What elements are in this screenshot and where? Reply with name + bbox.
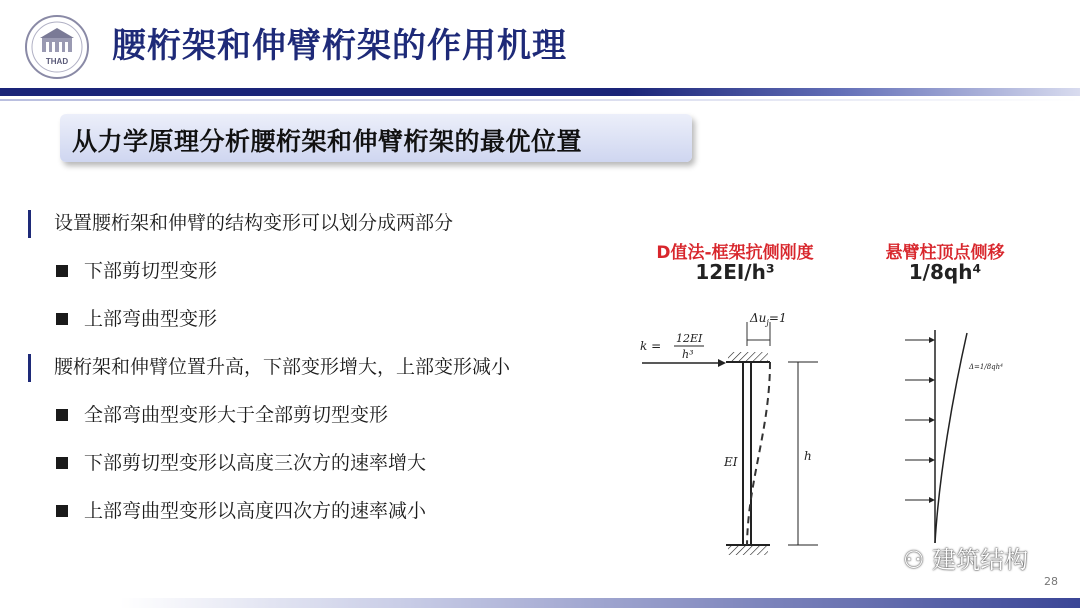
bullet-square: [56, 505, 68, 517]
bullet-list: [28, 206, 628, 542]
wechat-icon: ⚇: [903, 546, 925, 574]
ei-label: EI: [724, 455, 738, 469]
top-support-hatch: [728, 352, 768, 362]
k-numerator: 12EI: [676, 332, 703, 345]
k-label: k =: [640, 339, 662, 353]
list-item-text: 下部剪切型变形: [84, 260, 218, 282]
watermark: [903, 540, 1028, 575]
frame-stiffness-formula: 12EI/h³: [695, 260, 775, 284]
cantilever-delta-label: Δ=1/8qh⁴: [969, 363, 1003, 371]
list-item: [28, 350, 628, 398]
force-arrowhead: [718, 359, 726, 367]
page-number: 28: [1044, 575, 1058, 588]
cantilever-diagram: [895, 325, 1015, 550]
list-item-text: 全部弯曲型变形大于全部剪切型变形: [84, 404, 389, 426]
list-item: [28, 446, 628, 494]
deflected-curve: [935, 333, 967, 543]
bottom-support-hatch: [728, 545, 768, 555]
bullet-square: [56, 457, 68, 469]
list-item-text: 下部剪切型变形以高度三次方的速率增大: [84, 452, 427, 474]
cantilever-label: 悬臂柱顶点侧移: [885, 243, 1005, 263]
header-rule-thin: [0, 99, 1080, 101]
list-item: [28, 398, 628, 446]
university-logo: [24, 14, 90, 80]
list-item-text: 腰桁架和伸臂位置升高，下部变形增大，上部变形减小: [54, 356, 511, 378]
list-item: [28, 206, 628, 254]
subtitle-banner: [60, 114, 692, 162]
svg-text:THAD: THAD: [45, 57, 69, 66]
bullet-bar: [28, 354, 31, 382]
list-item-text: 设置腰桁架和伸臂的结构变形可以划分成两部分: [54, 212, 454, 234]
k-denominator: h³: [682, 348, 694, 361]
bullet-square: [56, 409, 68, 421]
frame-stiffness-label: D值法-框架抗侧刚度: [656, 243, 814, 263]
subtitle-text: 从力学原理分析腰桁架和伸臂桁架的最优位置: [72, 127, 583, 156]
load-arrows: [905, 337, 935, 503]
delta-label: $\Delta u_j=1$: [750, 311, 787, 327]
list-item-text: 上部弯曲型变形以高度四次方的速率减小: [84, 500, 427, 522]
cantilever-formula: 1/8qh⁴: [908, 260, 982, 284]
bullet-square: [56, 313, 68, 325]
h-label: h: [804, 449, 812, 463]
bullet-square: [56, 265, 68, 277]
list-item: [28, 494, 628, 542]
watermark-text: 建筑结构: [932, 546, 1029, 574]
page-title: 腰桁架和伸臂桁架的作用机理: [112, 26, 567, 66]
bullet-bar: [28, 210, 31, 238]
list-item-text: 上部弯曲型变形: [84, 308, 218, 330]
frame-column-diagram: [630, 300, 850, 570]
header-rule: [0, 88, 1080, 96]
list-item: [28, 302, 628, 350]
footer-rule: [120, 598, 1080, 608]
list-item: [28, 254, 628, 302]
